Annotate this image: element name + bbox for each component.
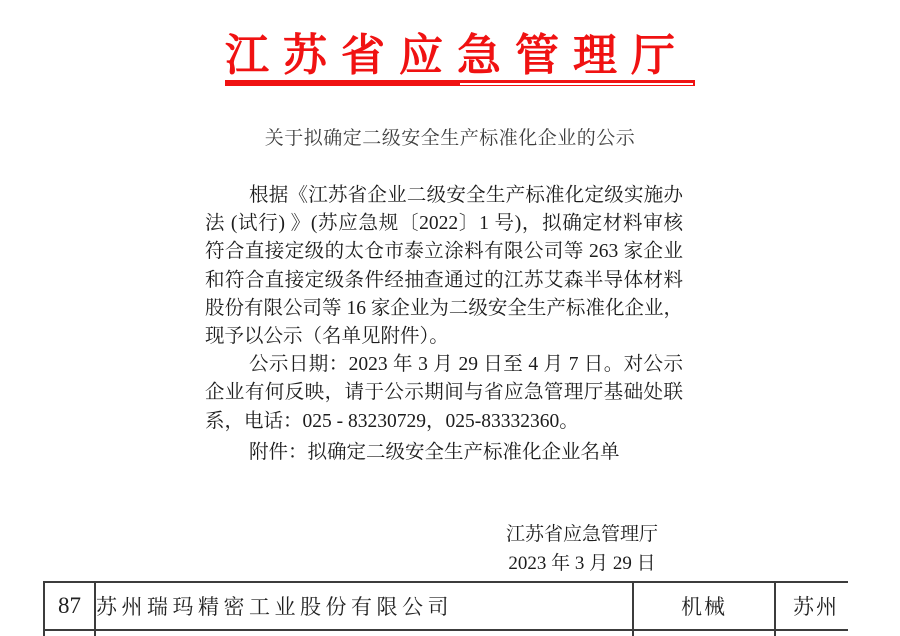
- letterhead-rule: [225, 80, 695, 86]
- table-row-clipped: [44, 630, 848, 636]
- notice-paragraph-1: 根据《江苏省企业二级安全生产标准化定级实施办法 (试行) 》(苏应急规〔2022〕1 号)，拟确定材料审核符合直接定级的太仓市泰立涂料有限公司等 263 家企业和符合直接定级条件经抽查通过的江苏艾森半导体材料股份有限公司等 16 家企业为二级安全生产标准化企业，现予以公示（名单见附件）。: [205, 185, 683, 348]
- letterhead-rule-highlight: [460, 83, 693, 85]
- table-row: [44, 582, 848, 630]
- letterhead-agency-title: 江苏省应急管理厅: [225, 31, 689, 80]
- table-cell-clipped: [95, 630, 633, 636]
- table-cell-clipped: [633, 630, 775, 636]
- table-cell-industry: 机械: [633, 582, 775, 630]
- table-cell-company: 苏州瑞玛精密工业股份有限公司: [95, 582, 633, 630]
- attachment-table-clip: [43, 581, 848, 636]
- attachment-table: [43, 581, 848, 636]
- notice-title: 关于拟确定二级安全生产标准化企业的公示: [264, 128, 636, 149]
- notice-paragraph-2: 公示日期：2023 年 3 月 29 日至 4 月 7 日。对公示企业有何反映，请于公示期间与省应急管理厅基础处联系，电话：025 - 83230729，025-83332360。: [205, 354, 683, 432]
- table-cell-city: 苏州: [775, 582, 848, 630]
- signature-block: [482, 520, 682, 578]
- table-cell-clipped: [775, 630, 848, 636]
- table-cell-clipped: [44, 630, 95, 636]
- notice-body: [205, 182, 683, 436]
- signature-agency: 江苏省应急管理厅: [505, 524, 658, 545]
- signature-date: 2023 年 3 月 29 日: [508, 553, 656, 574]
- table-cell-index: 87: [44, 582, 95, 630]
- attachment-reference-line: 附件：拟确定二级安全生产标准化企业名单: [249, 442, 620, 463]
